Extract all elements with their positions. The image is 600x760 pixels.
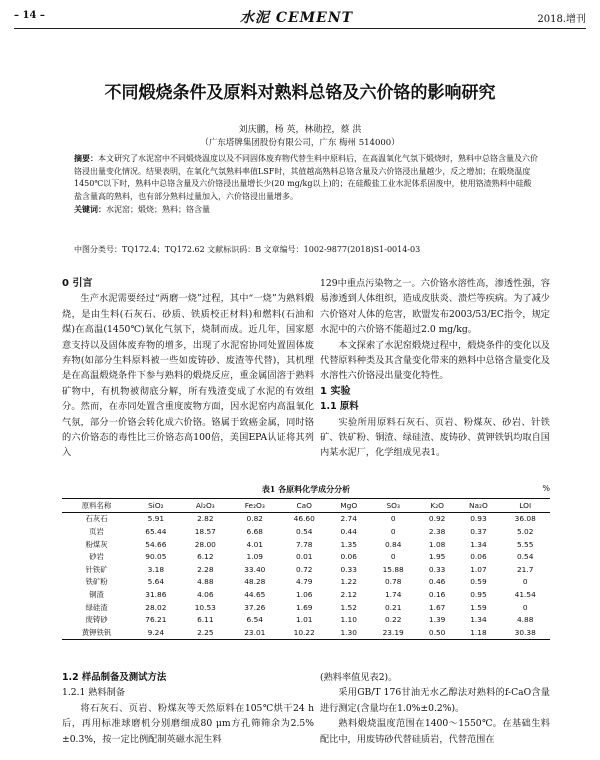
table-cell: 65.44 — [145, 526, 167, 536]
table-cell: 1.69 — [296, 602, 313, 612]
table-cell: 1.10 — [340, 615, 357, 625]
table-cell: 15.88 — [382, 564, 404, 574]
table-cell: 4.88 — [516, 615, 534, 625]
page-header — [14, 6, 586, 29]
table-cell: 76.21 — [145, 615, 167, 625]
table-cell: 0.37 — [470, 526, 487, 536]
table-cell: 1.34 — [470, 539, 487, 549]
table-cell: 2.12 — [340, 589, 357, 599]
table-cell: 5.02 — [516, 526, 534, 536]
clinker-prep-paragraph: 将石灰石、页岩、粉煤灰等天然原料在105℃烘干24 h后，再用标准球磨机分别磨细成80 μm方孔筛筛余为2.5%±0.3%，按一定比例配制英磁水泥生料 — [62, 702, 314, 745]
table-row — [62, 626, 550, 639]
table-header-cell: Na₂O — [456, 499, 500, 513]
table-cell: 0.33 — [340, 564, 357, 574]
table-cell: 2.82 — [197, 514, 214, 524]
table-cell: 0.21 — [384, 602, 402, 612]
table-cell: 30.38 — [500, 626, 550, 639]
authors: 刘庆鹏，杨 英，林勋控，蔡 洪 — [238, 125, 362, 135]
table-cell: 54.66 — [145, 539, 167, 549]
table-cell: 5.64 — [147, 577, 165, 587]
keywords-label: 关键词： — [74, 204, 106, 214]
table-cell: 23.19 — [368, 626, 417, 639]
table-cell: 6.11 — [197, 615, 214, 625]
table-row-label: 绿硅渣 — [85, 602, 108, 612]
table-cell: 5.55 — [516, 539, 534, 549]
table-cell: 0.59 — [470, 577, 487, 587]
section12-heading: 1.2 样品制备及测试方法 — [62, 672, 167, 683]
table-header-cell: 原料名称 — [62, 499, 131, 513]
right-column-bottom — [320, 670, 550, 747]
table-row — [62, 525, 550, 538]
table-cell: 1.30 — [329, 626, 368, 639]
table-row — [62, 576, 550, 589]
table1-title: 表1 各原料化学成分分析 — [261, 484, 351, 494]
table-row — [62, 550, 550, 563]
table-cell: 2.28 — [197, 564, 214, 574]
materials-paragraph: 实验所用原料石灰石、页岩、粉煤灰、砂岩、针铁矿、铁矿粉、铜渣、绿硅渣、废铸砂、黄钾铁钒均取自国内某水泥厂，化学组成见表1。 — [320, 416, 550, 459]
table-row — [62, 512, 550, 525]
table-cell: 6.54 — [246, 615, 264, 625]
table-row-label: 铁矿粉 — [85, 577, 108, 587]
table-cell: 6.68 — [246, 526, 264, 536]
table-cell: 0.92 — [428, 514, 446, 524]
table-cell: 0 — [522, 577, 528, 587]
table-cell: 1.06 — [296, 589, 313, 599]
table-header-cell: SiO₂ — [131, 499, 180, 513]
table-cell: 0.44 — [340, 526, 357, 536]
table-cell: 0 — [390, 526, 396, 536]
table-cell: 9.24 — [131, 626, 180, 639]
table-row-label: 铜渣 — [89, 589, 104, 599]
table-cell: 0.16 — [428, 589, 446, 599]
table-cell: 28.02 — [145, 602, 167, 612]
table-cell: 0.33 — [428, 564, 446, 574]
table-cell: 2.25 — [181, 626, 230, 639]
table-header-cell: K₂O — [418, 499, 456, 513]
table-cell: 41.54 — [514, 589, 536, 599]
left-column — [62, 276, 314, 461]
table-cell: 1.67 — [428, 602, 446, 612]
right-column — [320, 276, 550, 461]
table-cell: 1.18 — [456, 626, 500, 639]
table-cell: 2.74 — [340, 514, 357, 524]
table-row-label: 废铸砂 — [85, 615, 108, 625]
table-cell: 1.35 — [340, 539, 357, 549]
table-cell: 28.00 — [194, 539, 216, 549]
table-header-cell: Fe₂O₃ — [230, 499, 279, 513]
issue-label: 2018.增刊 — [537, 14, 586, 25]
table-cell: 0.95 — [470, 589, 487, 599]
paper-title: 不同煅烧条件及原料对熟料总铬及六价铬的影响研究 — [104, 83, 496, 103]
table-cell: 0.54 — [516, 552, 534, 562]
table-row-label: 粉煤灰 — [85, 539, 108, 549]
table-cell: 46.60 — [293, 514, 315, 524]
left-column-bottom — [62, 670, 314, 747]
table-row-label: 黄钾铁钒 — [62, 626, 131, 639]
page-number: – 14 – — [14, 10, 45, 21]
intro-continuation: 129中重点污染物之一。六价铬水溶性高，渗透性强，容易渗透到人体组织，造成皮肤炎、溃烂等疾病。为了减少六价铬对人体的危害，欧盟发布2003/53/EC指令，规定水泥中的六价铬不能超过2.0 mg/kg。 — [320, 278, 550, 336]
table-cell: 4.06 — [197, 589, 214, 599]
table-row-label: 页岩 — [89, 526, 104, 536]
table-cell: 0.46 — [428, 577, 446, 587]
table-cell: 0.06 — [470, 552, 487, 562]
table-cell: 31.86 — [145, 589, 167, 599]
table-cell: 10.22 — [280, 626, 329, 639]
section11-heading: 1.1 原料 — [320, 401, 359, 413]
table-cell: 0.06 — [340, 552, 357, 562]
table-cell: 1.34 — [470, 615, 487, 625]
table-header-cell: MgO — [329, 499, 368, 513]
table-cell: 90.05 — [145, 552, 167, 562]
table-cell: 0 — [522, 602, 528, 612]
table-cell: 5.91 — [147, 514, 165, 524]
table-cell: 0.84 — [384, 539, 402, 549]
affiliation: （广东塔牌集团股份有限公司，广东 梅州 514000） — [200, 138, 400, 148]
table-header-cell: CaO — [280, 499, 329, 513]
table-row — [62, 601, 550, 614]
continuation-line: (熟料率值见表2)。 — [320, 672, 398, 683]
table-cell: 0.82 — [246, 514, 264, 524]
table-cell: 1.09 — [246, 552, 264, 562]
table-header-cell: SO₃ — [368, 499, 417, 513]
table-header-cell: Al₂O₃ — [181, 499, 230, 513]
intro-heading: 0 引言 — [62, 278, 93, 289]
keywords: 水泥窑；煅烧；熟料；铬含量 — [106, 205, 210, 214]
table-cell: 4.01 — [246, 539, 264, 549]
table-cell: 0.93 — [470, 514, 487, 524]
table-row — [62, 563, 550, 576]
table-cell: 1.59 — [470, 602, 487, 612]
abstract — [74, 152, 538, 217]
table-cell: 18.57 — [194, 526, 216, 536]
table-cell: 21.7 — [516, 564, 534, 574]
section1-heading: 1 实验 — [320, 385, 351, 397]
table1 — [62, 498, 550, 640]
table-cell: 6.12 — [197, 552, 214, 562]
table-cell: 4.79 — [296, 577, 313, 587]
section121-heading: 1.2.1 熟料制备 — [62, 687, 126, 699]
table-cell: 1.39 — [428, 615, 446, 625]
table-cell: 2.38 — [428, 526, 446, 536]
table-cell: 48.28 — [244, 577, 266, 587]
table-cell: 0.01 — [296, 552, 313, 562]
table-header-cell: LOI — [500, 499, 550, 513]
table1-unit: % — [542, 484, 550, 493]
table-cell: 23.01 — [230, 626, 279, 639]
classification-line: 中图分类号：TQ172.4；TQ172.62 文献标识码：B 文章编号：1002-9877(2018)S1-0014-03 — [74, 245, 421, 254]
table-header-row — [62, 499, 550, 513]
table-cell: 36.08 — [514, 514, 536, 524]
table1-caption — [62, 484, 550, 495]
table-row-label: 针铁矿 — [85, 564, 108, 574]
temperature-paragraph: 熟料煅烧温度范围在1400～1550℃。在基础生料配比中，用废铸砂代替硅质岩，代替范围在 — [320, 718, 550, 745]
table-cell: 1.74 — [384, 589, 402, 599]
table-cell: 4.88 — [197, 577, 214, 587]
table-cell: 0.72 — [296, 564, 313, 574]
table-cell: 0.54 — [296, 526, 313, 536]
table-cell: 0.50 — [418, 626, 456, 639]
table-cell: 3.18 — [147, 564, 165, 574]
table-cell: 0.78 — [384, 577, 402, 587]
table-cell: 1.01 — [296, 615, 313, 625]
table-cell: 1.22 — [340, 577, 357, 587]
table-row-label: 石灰石 — [85, 514, 108, 524]
intro-paragraph: 生产水泥需要经过“两磨一烧”过程，其中“一烧”为熟料煅烧，是由生料(石灰石、砂质、铁质校正材料)和燃料(石油和煤)在高温(1450℃)氧化气氛下，烧制而成。近几年，国家愿意支持以及固体废弃物的增多，出现了水泥窑协同处置固体废弃物(如部分生料原料被一些如废铸砂、废渣等代替)，其机理是在高温煅烧条件下参与熟料的煅烧反应，重金属固溶于熟料矿物中，有机物被彻底分解，所有残渣变成了水泥的有效组分。然而，在赤同处置含重度废物方面，因水泥窑内高温氧化气氛，部分一价铬会转化成六价铬。铬属于致癌金属，同时铬的六价铬态的毒性比三价铬态高100倍，美国EPA认证将其列入 — [62, 293, 314, 459]
intro-paragraph-2: 本文探索了水泥窑煅烧过程中，煅烧条件的变化以及代替原料种类及其含量变化带来的熟料中总铬含量变化及水溶性六价铬浸出量变化特性。 — [320, 339, 550, 382]
table-cell: 33.40 — [244, 564, 266, 574]
table-cell: 1.95 — [428, 552, 446, 562]
journal-logo: 水泥 CEMENT — [240, 10, 354, 26]
table-row-label: 砂岩 — [89, 552, 104, 562]
table-cell: 0 — [390, 552, 396, 562]
table-cell: 44.65 — [244, 589, 266, 599]
table-cell: 7.78 — [296, 539, 313, 549]
table-cell: 37.26 — [244, 602, 266, 612]
table-cell: 1.52 — [340, 602, 357, 612]
table-cell: 1.08 — [428, 539, 446, 549]
table-row — [62, 588, 550, 601]
table-cell: 1.07 — [470, 564, 487, 574]
table-row — [62, 613, 550, 626]
abstract-text: 本文研究了水泥窑中不同煅烧温度以及不同固体废弃物代替生料中原料后，在高温氧化气氛下煅烧时，熟料中总铬含量及六价铬浸出量变化情况。结果表明，在氧化气氛熟料率值LSF时，其值越高熟料总铬含量及六价铬浸出量越少，反之增加；在煅烧温度1450℃以下时，熟料中总铬含量及六价铬浸出量增长少(20 mg/kg以上)的；在硅酸盐工业水泥体系固废中，使用铬渣熟料中硅酸盐含量高的熟料，也有部分熟料过量加入，六价铬浸出量增多。 — [74, 154, 538, 201]
table-cell: 0 — [390, 514, 396, 524]
table-row — [62, 538, 550, 551]
fcao-paragraph: 采用GB/T 176甘油无水乙醇法对熟料的f-CaO含量进行测定(含量均在1.0%±0.2%)。 — [320, 687, 550, 714]
table-cell: 0.22 — [384, 615, 402, 625]
table-cell: 10.53 — [194, 602, 216, 612]
abstract-label: 摘要： — [74, 153, 98, 163]
